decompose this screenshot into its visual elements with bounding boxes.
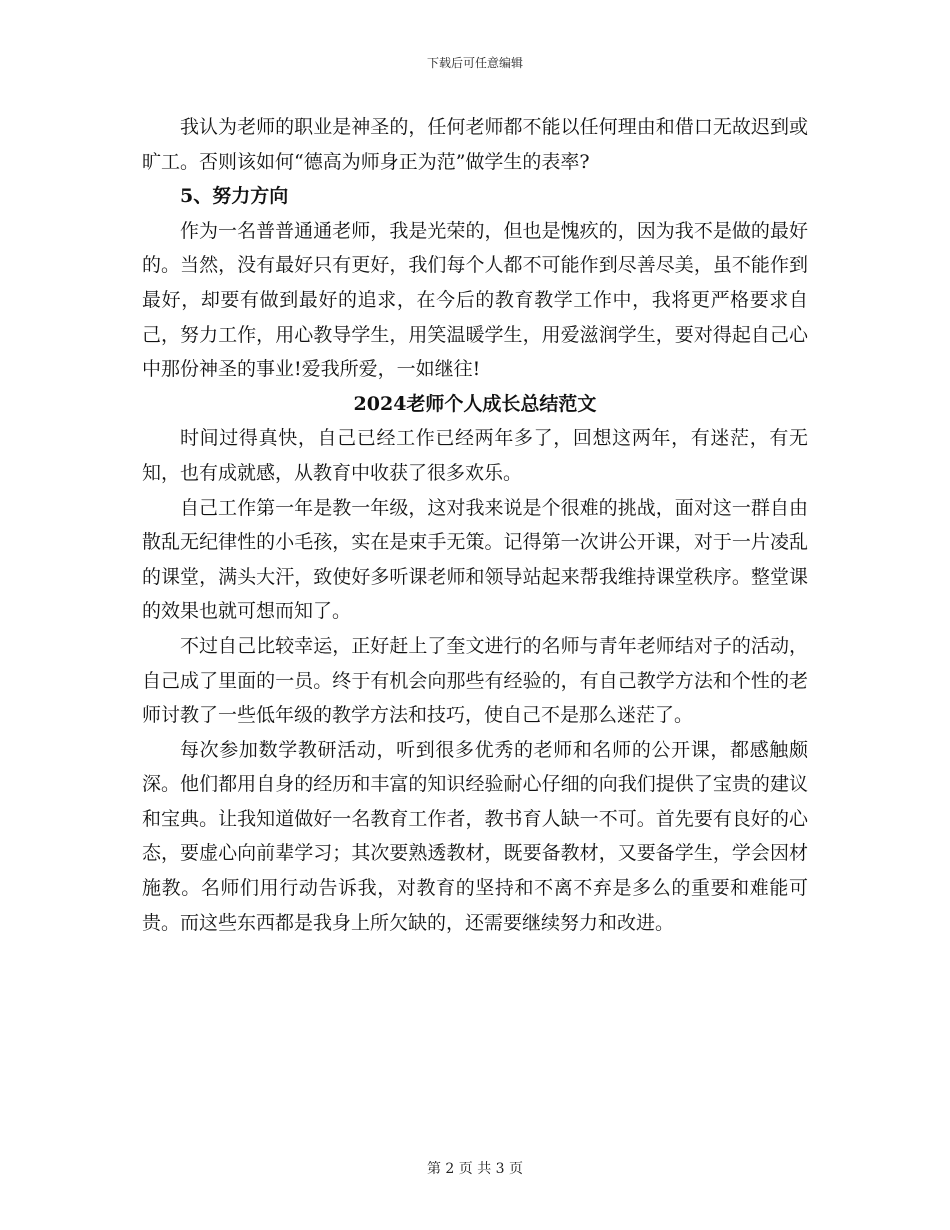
section-heading-effort-direction: 5、努力方向 [180, 185, 289, 208]
paragraph-research-activities: 每次参加数学教研活动，听到很多优秀的老师和名师的公开课，都感触颇深。他们都用自身的经历和丰富的知识经验耐心仔细的向我们提供了宝贵的建议和宝典。让我知道做好一名教育工作者，教书育人缺一不可。首先要有良好的心态，要虚心向前辈学习；其次要熟透教材，既要备教材，又要备学生，学会因材施教。名师们用行动告诉我，对教育的坚持和不离不弃是多么的重要和难能可贵。而这些东西都是我身上所欠缺的，还需要继续努力和改进。 [142, 738, 808, 934]
paragraph-effort-direction: 作为一名普普通通老师，我是光荣的，但也是愧疚的，因为我不是做的最好的。当然，没有最好只有更好，我们每个人都不可能作到尽善尽美，虽不能作到最好，却要有做到最好的追求，在今后的教育教学工作中，我将更严格要求自己，努力工作，用心教导学生，用笑温暖学生，用爱滋润学生，要对得起自己心中那份神圣的事业!爱我所爱，一如继往! [142, 219, 808, 381]
page-number: 第 2 页 共 3 页 [426, 1161, 524, 1177]
article-title: 2024老师个人成长总结范文 [353, 392, 597, 415]
document-body [142, 110, 808, 940]
paragraph-mentorship: 不过自己比较幸运，正好赶上了奎文进行的名师与青年老师结对子的活动，自己成了里面的一员。终于有机会向那些有经验的，有自己教学方法和个性的老师讨教了一些低年级的教学方法和技巧，使自己不是那么迷茫了。 [142, 634, 808, 727]
page-header-note: 下载后可任意编辑 [426, 56, 523, 70]
paragraph-attendance: 我认为老师的职业是神圣的，任何老师都不能以任何理由和借口无故迟到或旷工。否则该如何“德高为师身正为范”做学生的表率? [142, 116, 808, 173]
paragraph-first-year: 自己工作第一年是教一年级，这对我来说是个很难的挑战，面对这一群自由散乱无纪律性的小毛孩，实在是束手无策。记得第一次讲公开课，对于一片凌乱的课堂，满头大汗，致使好多听课老师和领导站起来帮我维持课堂秩序。整堂课的效果也就可想而知了。 [142, 496, 808, 623]
paragraph-intro: 时间过得真快，自己已经工作已经两年多了，回想这两年，有迷茫，有无知，也有成就感，从教育中收获了很多欢乐。 [142, 427, 808, 484]
